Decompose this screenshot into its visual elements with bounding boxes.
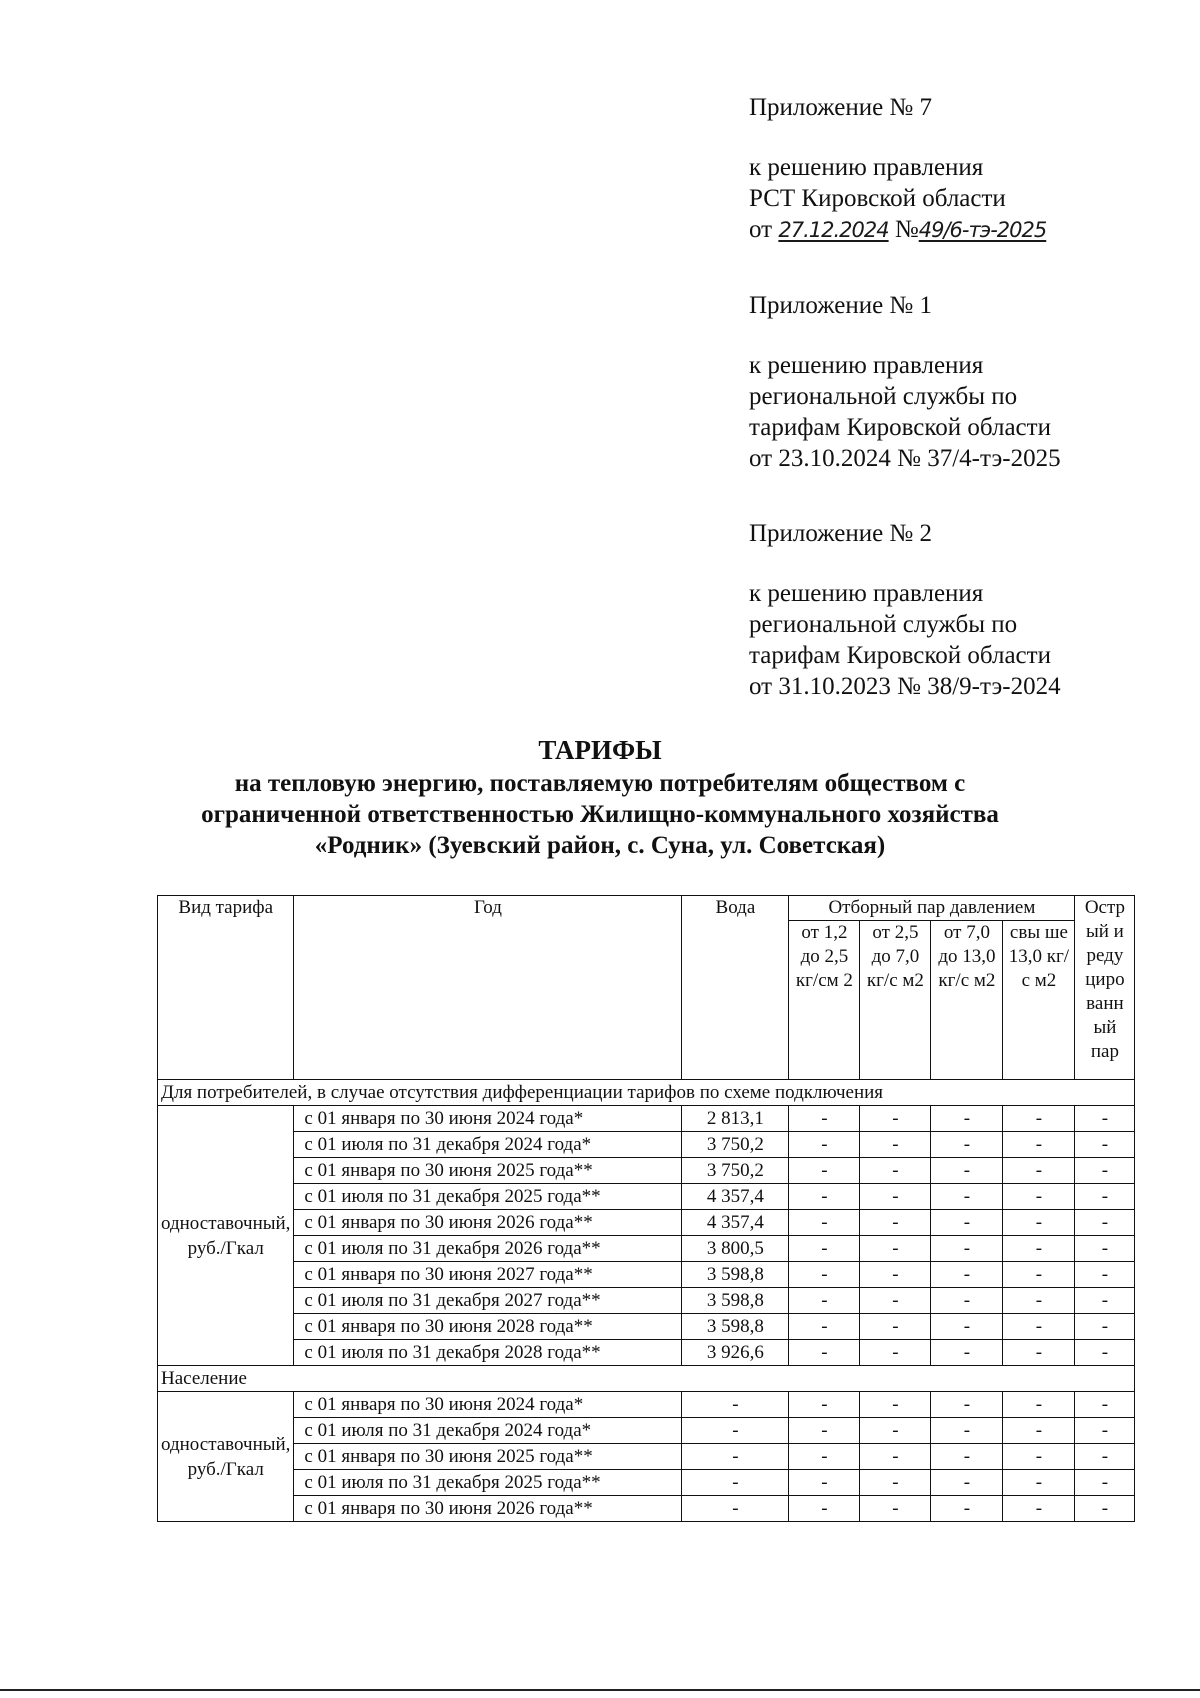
water-value-cell: - <box>682 1496 789 1522</box>
steam-value-cell: - <box>860 1470 931 1496</box>
steam-value-cell: - <box>1075 1288 1135 1314</box>
header-steam-2: от 2,5 до 7,0 кг/с м2 <box>860 921 931 1080</box>
water-value-cell: 3 598,8 <box>682 1314 789 1340</box>
appendix-date-line <box>749 214 1189 246</box>
section-label: Для потребителей, в случае отсутствия дифференциации тарифов по схеме подключения <box>158 1080 1135 1106</box>
period-cell: с 01 июля по 31 декабря 2027 года** <box>294 1288 682 1314</box>
steam-value-cell: - <box>1075 1106 1135 1132</box>
table-body <box>158 1080 1135 1522</box>
period-cell: с 01 января по 30 июня 2028 года** <box>294 1314 682 1340</box>
tariff-kind: одноставочный, руб./Гкал <box>158 1106 294 1366</box>
steam-value-cell: - <box>1003 1392 1075 1418</box>
period-cell: с 01 января по 30 июня 2027 года** <box>294 1262 682 1288</box>
appendix-line: к решению правления <box>749 352 984 379</box>
steam-value-cell: - <box>1075 1262 1135 1288</box>
table-row <box>158 1496 1135 1522</box>
steam-value-cell: - <box>789 1210 860 1236</box>
steam-value-cell: - <box>860 1210 931 1236</box>
document-heading <box>150 735 1050 861</box>
period-cell: с 01 июля по 31 декабря 2024 года* <box>294 1418 682 1444</box>
appendix-title: Приложение № 1 <box>749 292 933 319</box>
period-cell: с 01 января по 30 июня 2025 года** <box>294 1444 682 1470</box>
water-value-cell: - <box>682 1392 789 1418</box>
steam-value-cell: - <box>1003 1158 1075 1184</box>
steam-value-cell: - <box>931 1314 1003 1340</box>
steam-value-cell: - <box>931 1262 1003 1288</box>
appendix-line: к решению правления <box>749 580 984 607</box>
header-water: Вода <box>682 896 789 1080</box>
steam-value-cell: - <box>931 1132 1003 1158</box>
steam-value-cell: - <box>789 1496 860 1522</box>
appendix-line: региональной службы по <box>749 383 1018 410</box>
number-prefix: № <box>888 216 919 243</box>
steam-value-cell: - <box>931 1236 1003 1262</box>
steam-value-cell: - <box>931 1106 1003 1132</box>
appendix-1 <box>749 290 1189 474</box>
period-cell: с 01 января по 30 июня 2025 года** <box>294 1158 682 1184</box>
appendix-line: региональной службы по <box>749 611 1018 638</box>
period-cell: с 01 июля по 31 декабря 2026 года** <box>294 1236 682 1262</box>
steam-value-cell: - <box>860 1106 931 1132</box>
table-row <box>158 1444 1135 1470</box>
appendix-line: от 23.10.2024 № 37/4-тэ-2025 <box>749 445 1061 472</box>
steam-value-cell: - <box>931 1418 1003 1444</box>
appendix-line: от 31.10.2023 № 38/9-тэ-2024 <box>749 673 1061 700</box>
table-row <box>158 1340 1135 1366</box>
water-value-cell: - <box>682 1470 789 1496</box>
steam-value-cell: - <box>860 1288 931 1314</box>
table-row <box>158 1418 1135 1444</box>
steam-value-cell: - <box>1075 1132 1135 1158</box>
steam-value-cell: - <box>1075 1496 1135 1522</box>
table-row <box>158 1288 1135 1314</box>
appendix-line: тарифам Кировской области <box>749 414 1051 441</box>
steam-value-cell: - <box>1003 1496 1075 1522</box>
steam-value-cell: - <box>1003 1470 1075 1496</box>
water-value-cell: 2 813,1 <box>682 1106 789 1132</box>
water-value-cell: 3 750,2 <box>682 1158 789 1184</box>
steam-value-cell: - <box>1075 1314 1135 1340</box>
steam-value-cell: - <box>931 1470 1003 1496</box>
document-title: ТАРИФЫ <box>538 735 662 765</box>
steam-value-cell: - <box>860 1340 931 1366</box>
section-row <box>158 1080 1135 1106</box>
steam-value-cell: - <box>860 1184 931 1210</box>
steam-value-cell: - <box>1003 1288 1075 1314</box>
steam-value-cell: - <box>931 1210 1003 1236</box>
water-value-cell: 3 750,2 <box>682 1132 789 1158</box>
steam-value-cell: - <box>1075 1158 1135 1184</box>
steam-value-cell: - <box>860 1158 931 1184</box>
header-kind: Вид тарифа <box>158 896 294 1080</box>
period-cell: с 01 января по 30 июня 2024 года* <box>294 1106 682 1132</box>
table-row <box>158 1262 1135 1288</box>
steam-value-cell: - <box>1075 1418 1135 1444</box>
header-steam-3: от 7,0 до 13,0 кг/с м2 <box>931 921 1003 1080</box>
header-steam-4: свы ше 13,0 кг/с м2 <box>1003 921 1075 1080</box>
header-steam-1: от 1,2 до 2,5 кг/см 2 <box>789 921 860 1080</box>
steam-value-cell: - <box>1075 1184 1135 1210</box>
steam-value-cell: - <box>1003 1236 1075 1262</box>
steam-value-cell: - <box>931 1340 1003 1366</box>
steam-value-cell: - <box>789 1288 860 1314</box>
water-value-cell: 4 357,4 <box>682 1210 789 1236</box>
steam-value-cell: - <box>1003 1106 1075 1132</box>
steam-value-cell: - <box>1075 1236 1135 1262</box>
steam-value-cell: - <box>1003 1184 1075 1210</box>
document-subtitle-line: «Родник» (Зуевский район, с. Суна, ул. Советская) <box>314 832 886 859</box>
appendix-title: Приложение № 2 <box>749 520 933 547</box>
document-subtitle-line: на тепловую энергию, поставляемую потребителям обществом с <box>234 770 966 797</box>
table-row <box>158 1184 1135 1210</box>
steam-value-cell: - <box>1075 1444 1135 1470</box>
steam-value-cell: - <box>860 1392 931 1418</box>
water-value-cell: 4 357,4 <box>682 1184 789 1210</box>
steam-value-cell: - <box>789 1418 860 1444</box>
steam-value-cell: - <box>860 1418 931 1444</box>
tariff-kind: одноставочный, руб./Гкал <box>158 1392 294 1522</box>
appendix-line: тарифам Кировской области <box>749 642 1051 669</box>
steam-value-cell: - <box>789 1236 860 1262</box>
tariff-table <box>157 895 1135 1522</box>
steam-value-cell: - <box>860 1444 931 1470</box>
steam-value-cell: - <box>1003 1314 1075 1340</box>
steam-value-cell: - <box>860 1132 931 1158</box>
steam-value-cell: - <box>931 1288 1003 1314</box>
steam-value-cell: - <box>1075 1392 1135 1418</box>
steam-value-cell: - <box>789 1262 860 1288</box>
table-row <box>158 1210 1135 1236</box>
page-bottom-rule <box>0 1689 1200 1691</box>
water-value-cell: 3 926,6 <box>682 1340 789 1366</box>
period-cell: с 01 января по 30 июня 2024 года* <box>294 1392 682 1418</box>
appendix-line: к решению правления <box>749 154 984 181</box>
steam-value-cell: - <box>1075 1340 1135 1366</box>
steam-value-cell: - <box>1075 1210 1135 1236</box>
steam-value-cell: - <box>789 1132 860 1158</box>
steam-value-cell: - <box>931 1158 1003 1184</box>
steam-value-cell: - <box>789 1184 860 1210</box>
steam-value-cell: - <box>931 1444 1003 1470</box>
steam-value-cell: - <box>1003 1262 1075 1288</box>
table-row <box>158 1106 1135 1132</box>
table-row <box>158 1132 1135 1158</box>
steam-value-cell: - <box>789 1314 860 1340</box>
document-subtitle-line: ограниченной ответственностью Жилищно-коммунального хозяйства <box>201 801 999 828</box>
header-steam-group: Отборный пар давлением <box>789 896 1075 921</box>
header-year: Год <box>294 896 682 1080</box>
steam-value-cell: - <box>1003 1444 1075 1470</box>
steam-value-cell: - <box>931 1392 1003 1418</box>
steam-value-cell: - <box>789 1444 860 1470</box>
appendix-line: РСТ Кировской области <box>749 185 1006 212</box>
steam-value-cell: - <box>1003 1418 1075 1444</box>
water-value-cell: - <box>682 1418 789 1444</box>
steam-value-cell: - <box>1003 1210 1075 1236</box>
period-cell: с 01 января по 30 июня 2026 года** <box>294 1210 682 1236</box>
table-row <box>158 1158 1135 1184</box>
table-row <box>158 1236 1135 1262</box>
steam-value-cell: - <box>860 1496 931 1522</box>
water-value-cell: - <box>682 1444 789 1470</box>
table-row <box>158 1470 1135 1496</box>
table-header-row <box>158 896 1135 921</box>
water-value-cell: 3 598,8 <box>682 1288 789 1314</box>
steam-value-cell: - <box>789 1392 860 1418</box>
appendix-2 <box>749 518 1189 702</box>
section-row <box>158 1366 1135 1392</box>
appendix-title: Приложение № 7 <box>749 94 933 121</box>
steam-value-cell: - <box>1003 1132 1075 1158</box>
period-cell: с 01 января по 30 июня 2026 года** <box>294 1496 682 1522</box>
water-value-cell: 3 598,8 <box>682 1262 789 1288</box>
period-cell: с 01 июля по 31 декабря 2025 года** <box>294 1470 682 1496</box>
date-prefix: от <box>749 216 779 243</box>
steam-value-cell: - <box>1003 1340 1075 1366</box>
steam-value-cell: - <box>931 1184 1003 1210</box>
table-row <box>158 1392 1135 1418</box>
handwritten-date: 27.12.2024 <box>778 218 889 242</box>
steam-value-cell: - <box>860 1262 931 1288</box>
table-row <box>158 1314 1135 1340</box>
header-sharp-steam: Остр ый и реду циро ванн ый пар <box>1075 896 1135 1080</box>
steam-value-cell: - <box>789 1106 860 1132</box>
period-cell: с 01 июля по 31 декабря 2028 года** <box>294 1340 682 1366</box>
steam-value-cell: - <box>789 1158 860 1184</box>
steam-value-cell: - <box>931 1496 1003 1522</box>
period-cell: с 01 июля по 31 декабря 2025 года** <box>294 1184 682 1210</box>
appendix-7 <box>749 92 1189 246</box>
water-value-cell: 3 800,5 <box>682 1236 789 1262</box>
handwritten-number: 49/6-тэ-2025 <box>918 218 1047 242</box>
steam-value-cell: - <box>789 1470 860 1496</box>
section-label: Население <box>158 1366 1135 1392</box>
period-cell: с 01 июля по 31 декабря 2024 года* <box>294 1132 682 1158</box>
steam-value-cell: - <box>860 1236 931 1262</box>
steam-value-cell: - <box>1075 1470 1135 1496</box>
steam-value-cell: - <box>789 1340 860 1366</box>
steam-value-cell: - <box>860 1314 931 1340</box>
